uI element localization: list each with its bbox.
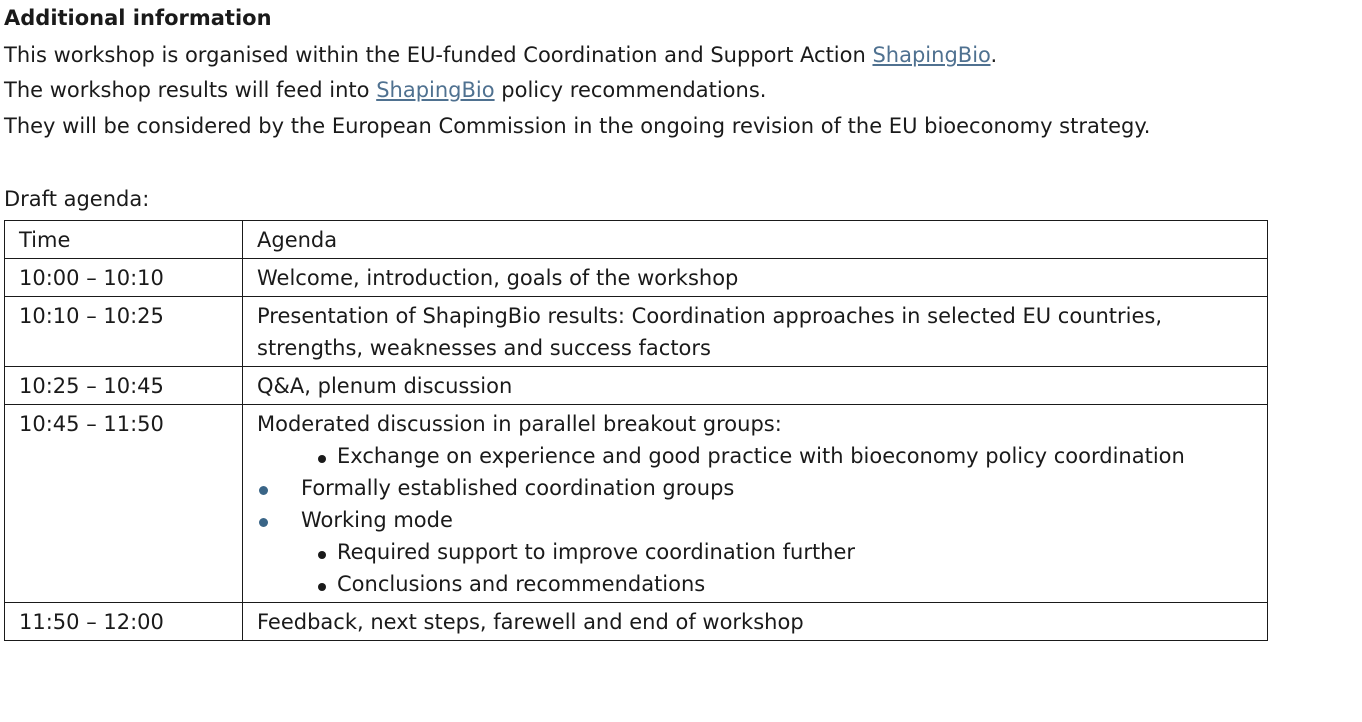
agenda-label: Draft agenda:	[4, 187, 150, 211]
header-time: Time	[5, 221, 243, 259]
list-item: Conclusions and recommendations	[257, 568, 1253, 600]
shapingbio-link-1[interactable]: ShapingBio	[872, 43, 991, 67]
list-item: Working mode	[257, 504, 1253, 536]
section-heading: Additional information	[4, 6, 272, 30]
info-line-3: They will be considered by the European Commission in the ongoing revision of the EU bioeconomy strategy.	[4, 114, 1151, 138]
table-row	[5, 603, 1268, 641]
bullet-list	[257, 472, 1253, 536]
agenda-table	[4, 220, 1268, 641]
row-time: 10:10 – 10:25	[5, 297, 243, 367]
header-agenda: Agenda	[243, 221, 1268, 259]
row-agenda: Feedback, next steps, farewell and end of workshop	[243, 603, 1268, 641]
table-row	[5, 259, 1268, 297]
table-row	[5, 405, 1268, 603]
shapingbio-link-2[interactable]: ShapingBio	[376, 78, 495, 102]
table-row	[5, 367, 1268, 405]
list-item: Exchange on experience and good practice with bioeconomy policy coordination	[257, 440, 1253, 472]
row-time: 10:00 – 10:10	[5, 259, 243, 297]
row-time: 11:50 – 12:00	[5, 603, 243, 641]
row-time: 10:25 – 10:45	[5, 367, 243, 405]
table-header-row	[5, 221, 1268, 259]
row-time: 10:45 – 11:50	[5, 405, 243, 603]
list-item: Required support to improve coordination further	[257, 536, 1253, 568]
table-row	[5, 297, 1268, 367]
info-line-1: This workshop is organised within the EU-funded Coordination and Support Action ShapingBio.	[4, 43, 998, 67]
row-agenda-intro: Moderated discussion in parallel breakout groups:	[257, 412, 782, 436]
list-item: Formally established coordination groups	[257, 472, 1253, 504]
info-line-2: The workshop results will feed into ShapingBio policy recommendations.	[4, 78, 767, 102]
row-agenda: Presentation of ShapingBio results: Coordination approaches in selected EU countries, strengths, weaknesses and success factors	[243, 297, 1268, 367]
row-agenda: Welcome, introduction, goals of the workshop	[243, 259, 1268, 297]
row-agenda	[243, 405, 1268, 603]
bullet-list	[257, 440, 1253, 472]
row-agenda: Q&A, plenum discussion	[243, 367, 1268, 405]
bullet-list	[257, 536, 1253, 600]
